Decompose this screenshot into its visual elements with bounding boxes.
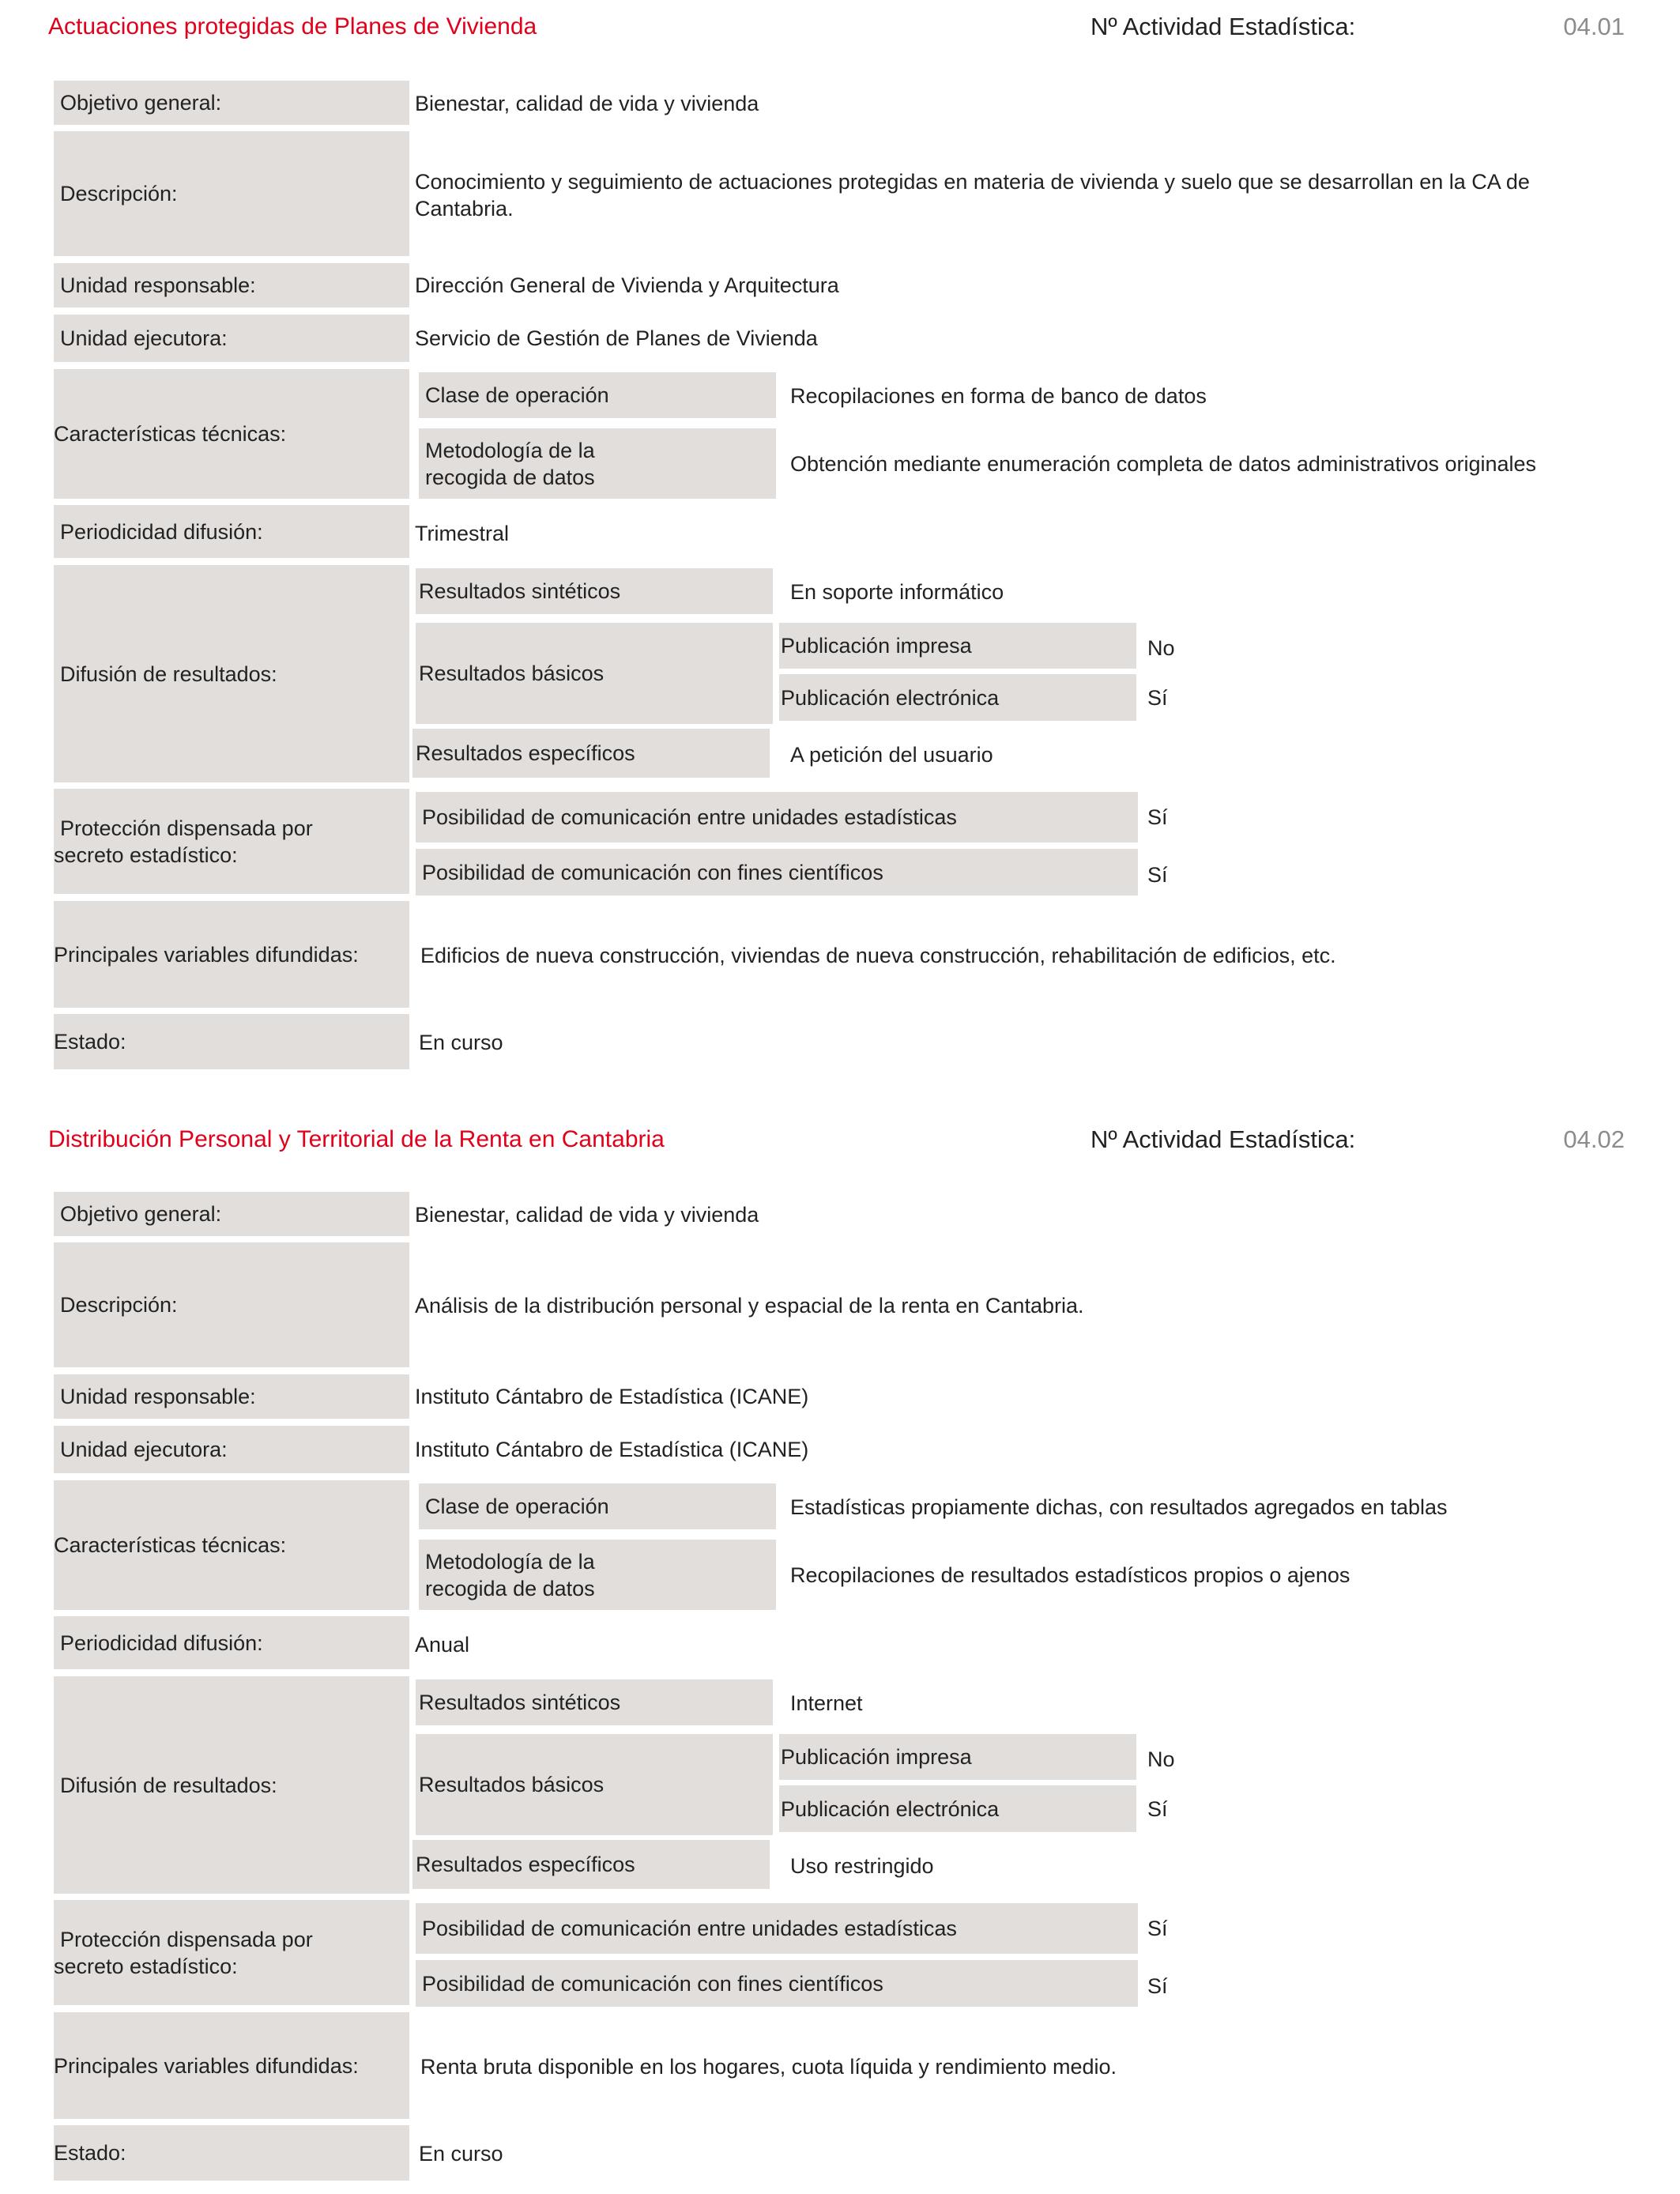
resultados-sinteticos-value: En soporte informático xyxy=(790,580,1004,604)
resultados-especificos-label: Resultados específicos xyxy=(412,1840,770,1889)
variables-value: Edificios de nueva construcción, viviendas de nueva construcción, rehabilitación de edificios, etc. xyxy=(420,944,1336,967)
unidad-responsable-label: Unidad responsable: xyxy=(54,263,409,307)
metodologia-value: Recopilaciones de resultados estadísticos propios o ajenos xyxy=(790,1563,1350,1587)
estado-label: Estado: xyxy=(54,1014,409,1069)
comunicacion-cientificos-label: Posibilidad de comunicación con fines científicos xyxy=(416,849,1138,895)
publicacion-impresa-label: Publicación impresa xyxy=(779,623,1136,669)
proteccion-label: Protección dispensada por secreto estadístico: xyxy=(54,789,409,894)
unidad-responsable-value: Dirección General de Vivienda y Arquitectura xyxy=(415,273,839,297)
resultados-especificos-value: Uso restringido xyxy=(790,1854,934,1878)
variables-label: Principales variables difundidas: xyxy=(54,2012,409,2119)
estado-value: En curso xyxy=(419,2142,503,2166)
estado-value: En curso xyxy=(419,1031,503,1054)
resultados-basicos-label: Resultados básicos xyxy=(416,623,773,724)
metodologia-label: Metodología de la recogida de datos xyxy=(419,1540,776,1610)
variables-label: Principales variables difundidas: xyxy=(54,901,409,1008)
clase-operacion-label: Clase de operación xyxy=(419,1483,776,1529)
proteccion-label: Protección dispensada por secreto estadístico: xyxy=(54,1900,409,2005)
unidad-ejecutora-value: Instituto Cántabro de Estadística (ICANE) xyxy=(415,1438,809,1461)
publicacion-impresa-value: No xyxy=(1147,1747,1175,1771)
unidad-ejecutora-label: Unidad ejecutora: xyxy=(54,1426,409,1473)
comunicacion-cientificos-value: Sí xyxy=(1147,863,1168,887)
variables-value: Renta bruta disponible en los hogares, cuota líquida y rendimiento medio. xyxy=(420,2055,1117,2079)
publicacion-electronica-label: Publicación electrónica xyxy=(779,1785,1136,1832)
descripcion-value: Conocimiento y seguimiento de actuaciones protegidas en materia de vivienda y suelo que se desarrollan en la CA de Cantabria. xyxy=(415,170,1530,221)
unidad-ejecutora-value: Servicio de Gestión de Planes de Vivienda xyxy=(415,326,818,350)
difusion-label: Difusión de resultados: xyxy=(54,565,409,782)
activity-number-label: Nº Actividad Estadística: xyxy=(1090,13,1356,40)
activity-number-value: 04.01 xyxy=(1563,13,1625,40)
periodicidad-label: Periodicidad difusión: xyxy=(54,505,409,558)
metodologia-label: Metodología de la recogida de datos xyxy=(419,428,776,499)
clase-operacion-label: Clase de operación xyxy=(419,372,776,418)
comunicacion-unidades-label: Posibilidad de comunicación entre unidades estadísticas xyxy=(416,792,1138,843)
objetivo-label: Objetivo general: xyxy=(54,81,409,125)
metodologia-value: Obtención mediante enumeración completa de datos administrativos originales xyxy=(790,452,1537,476)
record-title: Actuaciones protegidas de Planes de Vivienda xyxy=(48,13,537,40)
caracteristicas-label: Características técnicas: xyxy=(54,1480,409,1610)
resultados-basicos-label: Resultados básicos xyxy=(416,1734,773,1835)
publicacion-electronica-label: Publicación electrónica xyxy=(779,674,1136,721)
unidad-ejecutora-label: Unidad ejecutora: xyxy=(54,315,409,362)
activity-number-label: Nº Actividad Estadística: xyxy=(1090,1125,1356,1153)
objetivo-value: Bienestar, calidad de vida y vivienda xyxy=(415,1203,759,1227)
resultados-sinteticos-label: Resultados sintéticos xyxy=(416,568,773,614)
descripcion-value: Análisis de la distribución personal y espacial de la renta en Cantabria. xyxy=(415,1294,1084,1318)
record-title: Distribución Personal y Territorial de la Renta en Cantabria xyxy=(48,1126,665,1152)
clase-operacion-value: Recopilaciones en forma de banco de datos xyxy=(790,384,1207,408)
objetivo-label: Objetivo general: xyxy=(54,1192,409,1236)
resultados-especificos-label: Resultados específicos xyxy=(412,729,770,778)
periodicidad-value: Anual xyxy=(415,1633,470,1657)
resultados-especificos-value: A petición del usuario xyxy=(790,743,993,767)
resultados-sinteticos-label: Resultados sintéticos xyxy=(416,1679,773,1725)
unidad-responsable-value: Instituto Cántabro de Estadística (ICANE) xyxy=(415,1385,809,1408)
descripcion-label: Descripción: xyxy=(54,1242,409,1367)
publicacion-electronica-value: Sí xyxy=(1147,686,1168,710)
caracteristicas-label: Características técnicas: xyxy=(54,369,409,499)
resultados-sinteticos-value: Internet xyxy=(790,1691,863,1715)
comunicacion-unidades-label: Posibilidad de comunicación entre unidades estadísticas xyxy=(416,1903,1138,1954)
activity-number-value: 04.02 xyxy=(1563,1125,1625,1153)
publicacion-electronica-value: Sí xyxy=(1147,1797,1168,1821)
difusion-label: Difusión de resultados: xyxy=(54,1676,409,1894)
publicacion-impresa-label: Publicación impresa xyxy=(779,1734,1136,1780)
objetivo-value: Bienestar, calidad de vida y vivienda xyxy=(415,92,759,115)
estado-label: Estado: xyxy=(54,2125,409,2181)
periodicidad-value: Trimestral xyxy=(415,522,509,545)
publicacion-impresa-value: No xyxy=(1147,636,1175,660)
comunicacion-cientificos-value: Sí xyxy=(1147,1974,1168,1998)
comunicacion-unidades-value: Sí xyxy=(1147,805,1168,829)
comunicacion-unidades-value: Sí xyxy=(1147,1917,1168,1940)
unidad-responsable-label: Unidad responsable: xyxy=(54,1374,409,1419)
periodicidad-label: Periodicidad difusión: xyxy=(54,1616,409,1669)
comunicacion-cientificos-label: Posibilidad de comunicación con fines científicos xyxy=(416,1960,1138,2007)
descripcion-label: Descripción: xyxy=(54,131,409,256)
clase-operacion-value: Estadísticas propiamente dichas, con resultados agregados en tablas xyxy=(790,1495,1448,1519)
